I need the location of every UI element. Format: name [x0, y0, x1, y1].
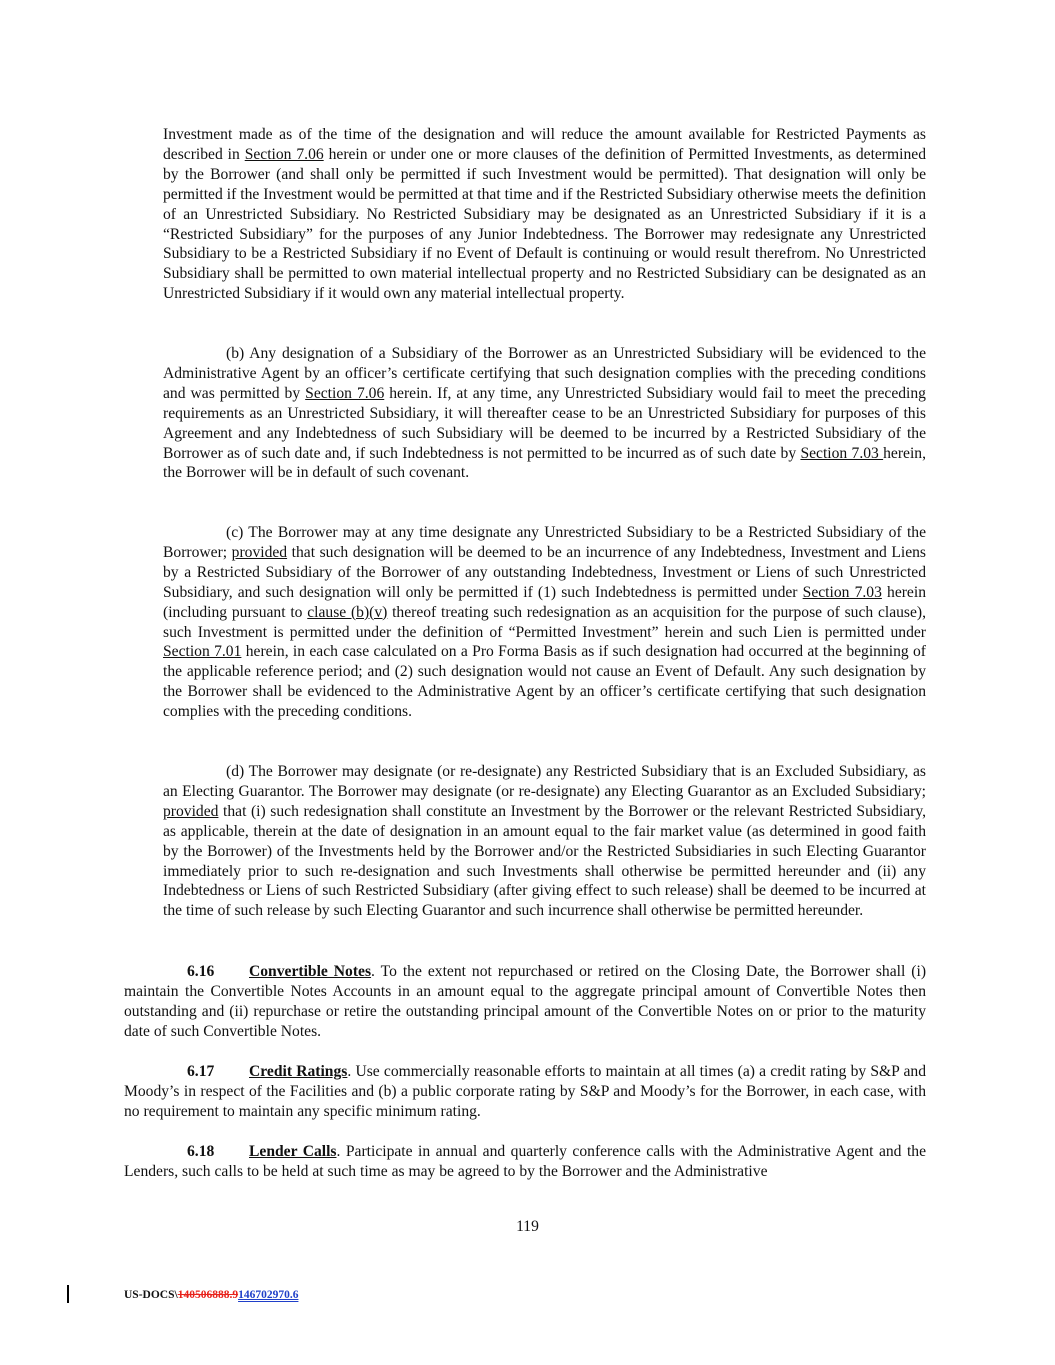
section-reference-link[interactable]: Section 7.03	[800, 444, 884, 462]
deleted-doc-id: 140506888.9	[177, 1289, 239, 1301]
section-title: Lender Calls	[249, 1143, 337, 1160]
section-title: Convertible Notes	[249, 963, 372, 980]
text-run: . To the extent not repurchased or retired on the Closing Date, the Borrower shall (i) maintain the Convertible Notes Accounts in an amount equal to the aggregate principal amount of Convertible Notes then outstanding and (ii) repurchase or retire the outstanding principal amount of the Convertible Notes on or prior to the maturity date of such Convertible Notes.	[124, 963, 927, 1040]
section-number: 6.16	[187, 963, 215, 980]
section-6-18	[124, 1142, 926, 1182]
inserted-doc-id: 146702970.6	[238, 1289, 299, 1301]
provided-term: provided	[163, 802, 219, 820]
provided-term: provided	[231, 543, 288, 561]
change-bar	[67, 1285, 69, 1303]
clause-label: (d)	[226, 763, 245, 780]
text-run: . Participate in annual and quarterly conference calls with the Administrative Agent and the Lenders, such calls to be held at such time as may be agreed to by the Borrower and the Administrative	[124, 1143, 926, 1180]
paragraph-b	[163, 344, 926, 483]
text-run: that such designation will be deemed to be an incurrence of any Indebtedness, Investment and Liens by a Restricted Subsidiary of the Borrower of any outstanding Indebtedness, Investment or Liens of such Unrestricted Subsidiary, and such designation will only be permitted if (1) such Indebtedness is permitted under	[163, 543, 926, 601]
text-run: The Borrower may at any time designate any Unrestricted Subsidiary to be a Restricted Subsidiary of the Borrower;	[163, 524, 926, 561]
section-number: 6.17	[187, 1063, 215, 1080]
text-run: herein. If, at any time, any Unrestricted Subsidiary would fail to meet the preceding requirements as an Unrestricted Subsidiary, it will thereafter cease to be an Unrestricted Subsidiary for purposes of this Agreement and any Indebtedness of such Subsidiary will be deemed to be incurred by a Restricted Subsidiary of the Borrower as of such date and, if such Indebtedness is not permitted to be incurred as of such date by	[163, 384, 926, 462]
text-run: that (i) such redesignation shall constitute an Investment by the Borrower or the relevant Restricted Subsidiary, as applicable, therein at the date of designation in an amount equal to the fair market value (as determined in good faith by the Borrower) of the Investments held by the Borrower and/or the Restricted Subsidiaries in such Electing Guarantor immediately prior to such re-designation and such Investments shall otherwise be permitted hereunder and (ii) any Indebtedness or Liens of such Restricted Subsidiary (after giving effect to such release) shall be deemed to be incurred at the time of such release by such Electing Guarantor and such incurrence shall otherwise be permitted hereunder.	[163, 802, 926, 920]
text-run: herein, in each case calculated on a Pro Forma Basis as if such designation had occurred at the beginning of the applicable reference period; and (2) such designation would not cause an Event of Default. Any such designation by the Borrower shall be evidenced to the Administrative Agent by an officer’s certificate certifying that such designation complies with the preceding conditions.	[163, 643, 927, 721]
text-run: herein or under one or more clauses of the definition of Permitted Investments, as determined by the Borrower (and shall only be permitted if such Investment would be permitted). That designation will only be permitted if the Investment would be permitted at that time and if the Restricted Subsidiary otherwise meets the definition of an Unrestricted Subsidiary. No Restricted Subsidiary may be designated as an Unrestricted Subsidiary if it is a “Restricted Subsidiary” for the purposes of any Junior Indebtedness. The Borrower may redesignate any Unrestricted Subsidiary to be a Restricted Subsidiary if no Event of Default is continuing or would result therefrom. No Unrestricted Subsidiary shall be permitted to own material intellectual property and no Restricted Subsidiary can be designated as an Unrestricted Subsidiary if it would own any material intellectual property.	[163, 145, 927, 303]
paragraph-c	[163, 523, 926, 722]
section-number: 6.18	[187, 1143, 215, 1160]
clause-reference-link[interactable]: clause (b)(v)	[307, 603, 388, 621]
section-reference-link[interactable]: Section 7.06	[305, 384, 385, 402]
section-reference-link[interactable]: Section 7.06	[244, 145, 324, 163]
section-reference-link[interactable]: Section 7.03	[802, 583, 882, 601]
paragraph-d	[163, 762, 926, 921]
text-run: Any designation of a Subsidiary of the Borrower as an Unrestricted Subsidiary will be evidenced to the Administrative Agent by an officer’s certificate certifying that such designation complies with the preceding conditions and was permitted by	[163, 345, 926, 402]
doc-id-prefix: US-DOCS\	[124, 1289, 178, 1301]
section-6-16	[124, 962, 926, 1042]
text-run: Investment made as of the time of the designation and will reduce the amount available for Restricted Payments as described in	[163, 126, 926, 163]
clause-label: (b)	[226, 345, 245, 362]
section-reference-link[interactable]: Section 7.01	[163, 643, 242, 661]
section-title: Credit Ratings	[249, 1063, 348, 1080]
text-run: herein, the Borrower will be in default of such covenant.	[163, 444, 926, 482]
page-number: 119	[516, 1218, 539, 1235]
text-run: thereof treating such redesignation as an acquisition for the purpose of such clause), such Investment is permitted under the definition of “Permitted Investment” herein and such Lien is permitted under	[163, 603, 926, 641]
text-run: . Use commercially reasonable efforts to maintain at all times (a) a credit rating by S&P and Moody’s in respect of the Facilities and (b) a public corporate rating by S&P and Moody’s for the Borrower, in each case, with no requirement to maintain any specific minimum rating.	[124, 1063, 926, 1120]
paragraph-a-continuation	[163, 125, 926, 304]
section-6-17	[124, 1062, 926, 1122]
text-run: The Borrower may designate (or re-designate) any Restricted Subsidiary that is an Excluded Subsidiary, as an Electing Guarantor. The Borrower may designate (or re-designate) any Electing Guarantor as an Excluded Subsidiary;	[163, 763, 926, 800]
clause-label: (c)	[226, 524, 244, 541]
text-run: herein (including pursuant to	[163, 583, 926, 621]
document-id-footer	[124, 1289, 298, 1301]
